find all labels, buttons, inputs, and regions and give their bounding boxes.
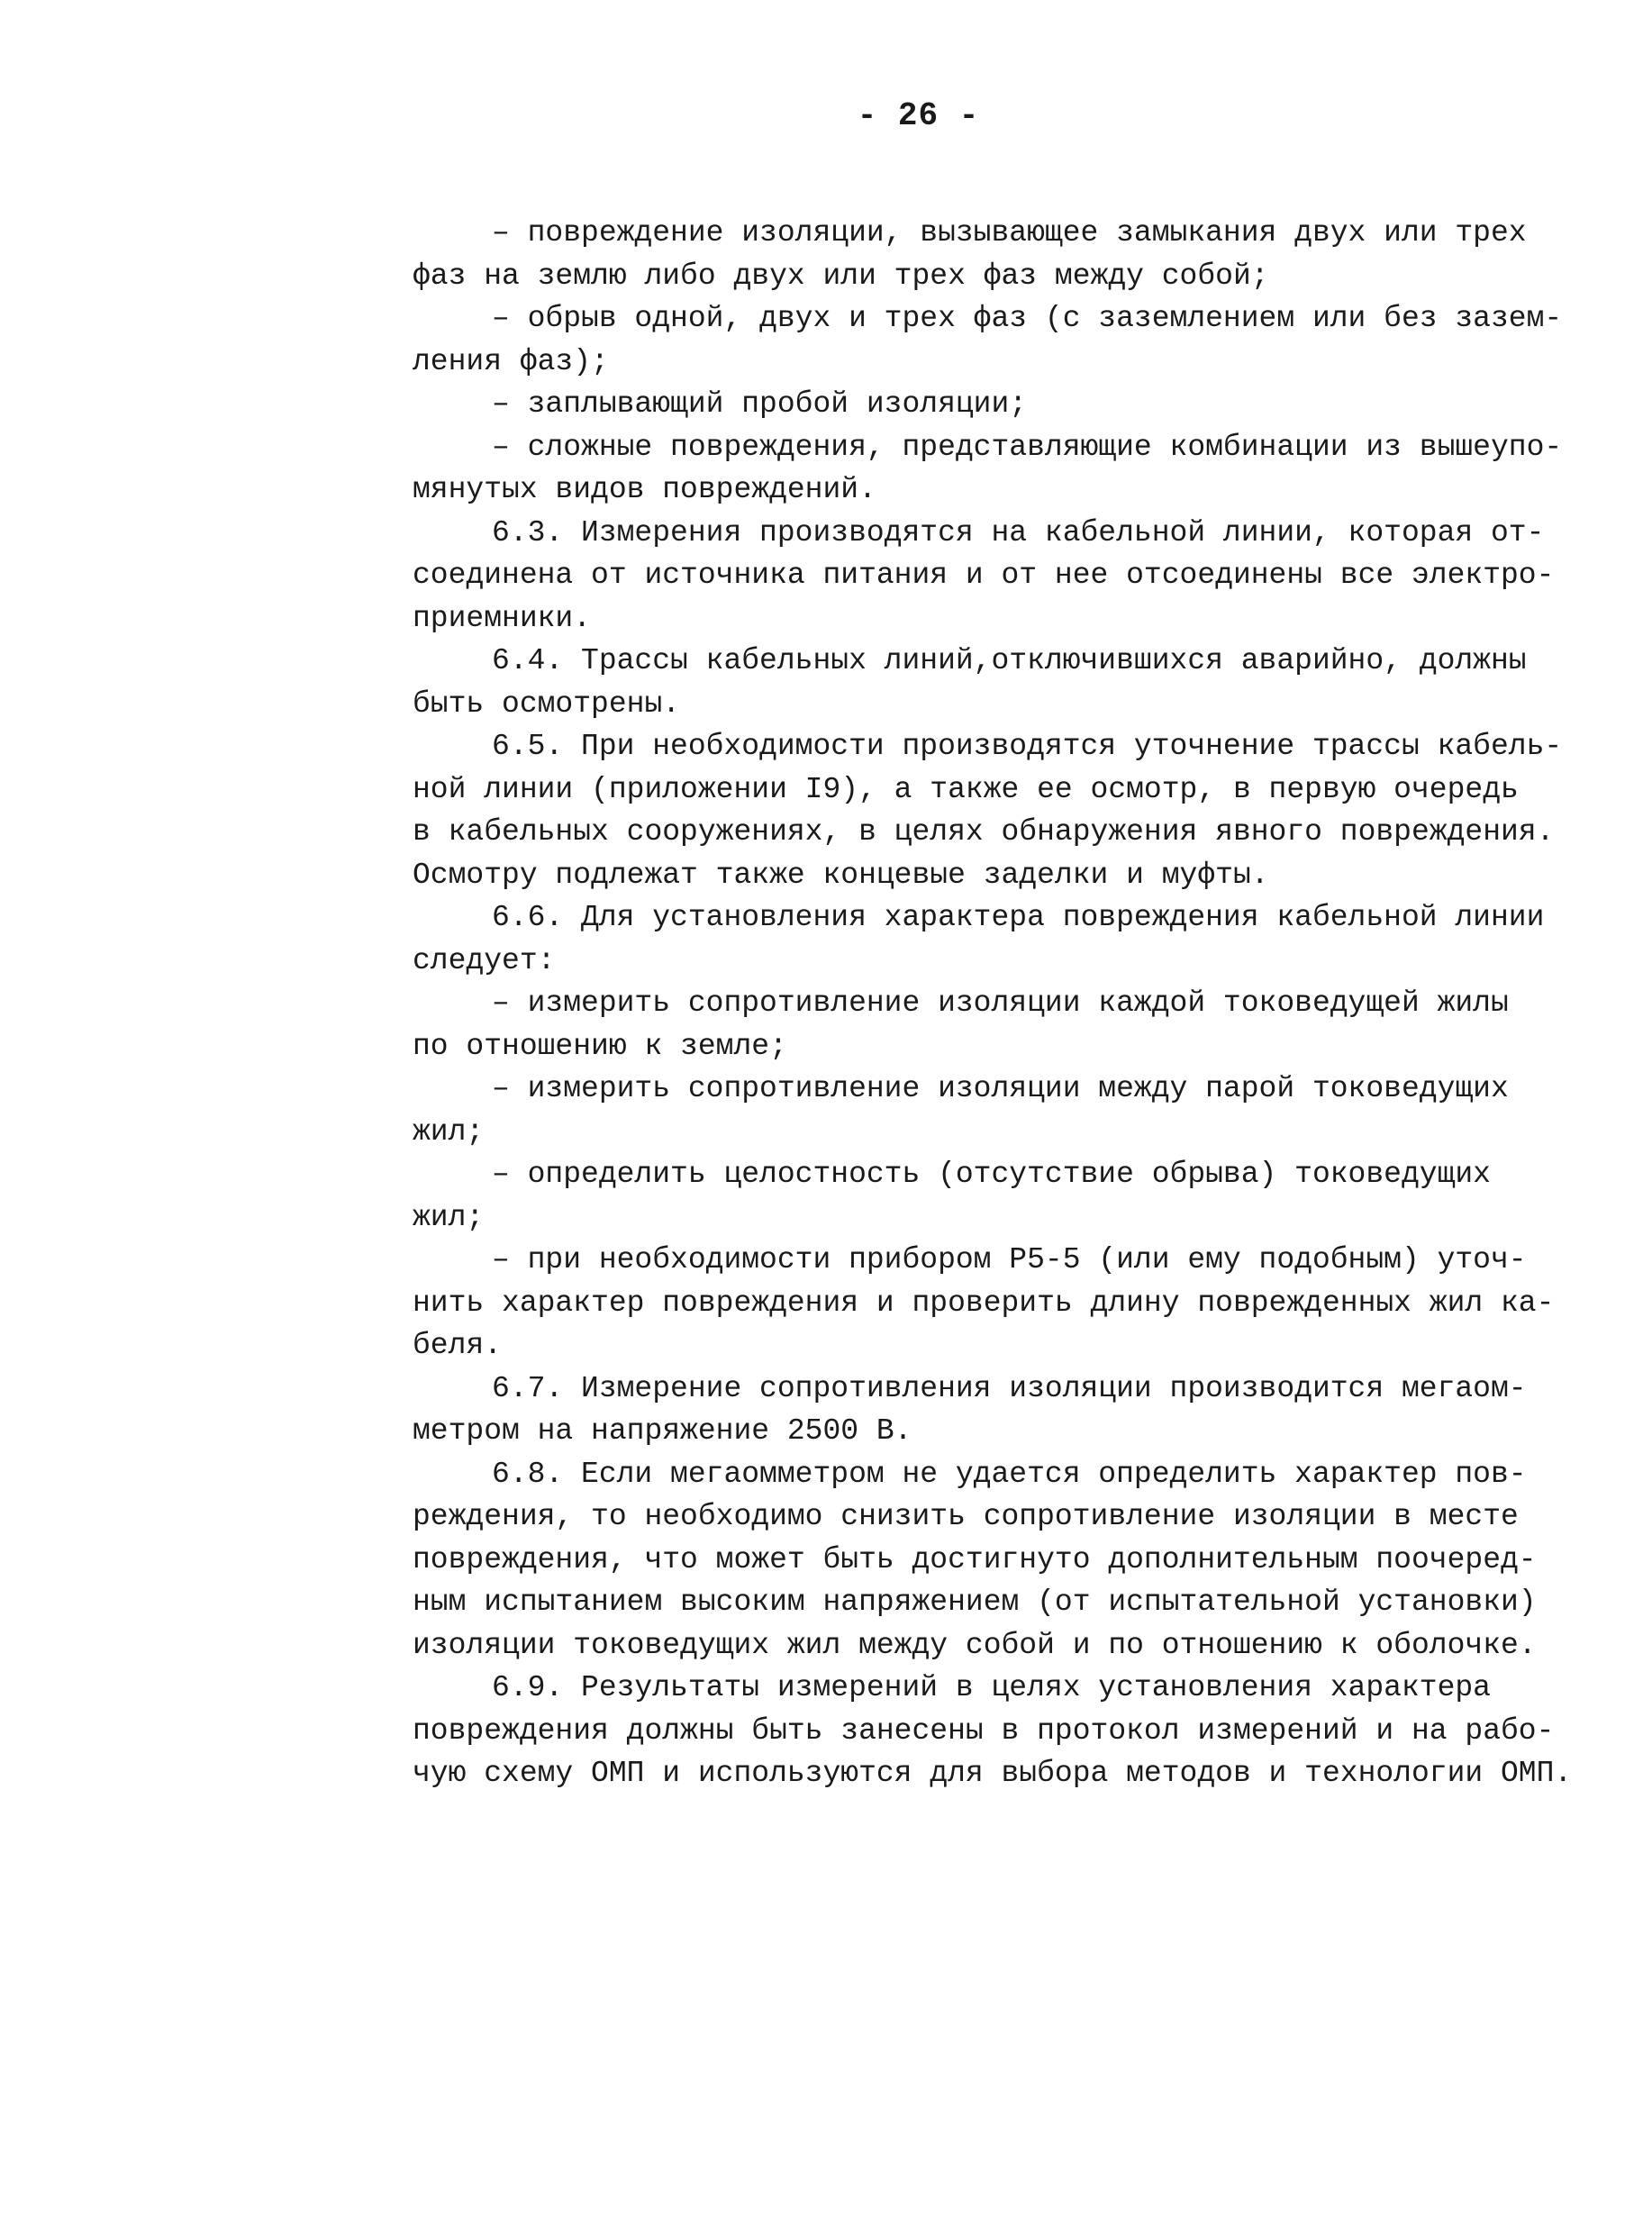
text-line: метром на напряжение 2500 В. xyxy=(413,1414,912,1448)
text-line: 6.6. Для установления характера повреждения кабельной линии xyxy=(492,901,1545,934)
text-line: ным испытанием высоким напряжением (от испытательной установки) xyxy=(413,1585,1537,1619)
text-line: 6.9. Результаты измерений в целях установления характера xyxy=(492,1671,1491,1704)
text-line: 6.8. Если мегаомметром не удается определить характер пов- xyxy=(492,1457,1527,1491)
text-line: мянутых видов повреждений. xyxy=(413,473,876,506)
text-line: Осмотру подлежат также концевые заделки и муфты. xyxy=(413,858,1269,892)
text-line: беля. xyxy=(413,1329,503,1362)
text-line: жил; xyxy=(413,1114,485,1149)
text-line: 6.3. Измерения производятся на кабельной линии, которая от- xyxy=(492,515,1545,550)
text-line: фаз на землю либо двух или трех фаз между собой; xyxy=(413,259,1269,293)
text-line: нить характер повреждения и проверить длину поврежденных жил ка- xyxy=(413,1286,1555,1320)
text-line: 6.5. При необходимости производятся уточнение трассы кабель- xyxy=(492,730,1563,763)
text-line: ной линии (приложении I9), а также ее осмотр, в первую очередь xyxy=(413,772,1519,806)
text-line: следует: xyxy=(413,943,556,977)
text-line: – повреждение изоляции, вызывающее замыкания двух или трех xyxy=(492,216,1527,250)
page-number: - 26 - xyxy=(857,97,980,134)
text-line: быть осмотрены. xyxy=(413,686,681,721)
text-line: жил; xyxy=(413,1200,485,1234)
text-line: – измерить сопротивление изоляции каждой токоведущей жилы xyxy=(492,986,1509,1020)
text-line: 6.7. Измерение сопротивления изоляции производится мегаом- xyxy=(492,1371,1527,1405)
text-line: повреждения должны быть занесены в протокол измерений и на рабо- xyxy=(413,1713,1555,1748)
text-line: – при необходимости прибором Р5-5 (или ему подобным) уточ- xyxy=(492,1243,1527,1276)
text-line: – сложные повреждения, представляющие комбинации из вышеупо- xyxy=(492,430,1563,464)
text-line: соединена от источника питания и от нее отсоединены все электро- xyxy=(413,559,1555,592)
text-line: реждения, то необходимо снизить сопротивление изоляции в месте xyxy=(413,1500,1519,1533)
text-line: – обрыв одной, двух и трех фаз (с заземлением или без зазем- xyxy=(492,302,1563,335)
text-line: 6.4. Трассы кабельных линий,отключившихся аварийно, должны xyxy=(492,644,1527,677)
text-line: повреждения, что может быть достигнуто дополнительным поочеред- xyxy=(413,1542,1537,1576)
text-line: изоляции токоведущих жил между собой и по отношению к оболочке. xyxy=(413,1628,1537,1662)
text-line: – заплывающий пробой изоляции; xyxy=(492,387,1028,421)
text-line: в кабельных сооружениях, в целях обнаружения явного повреждения. xyxy=(413,815,1555,849)
text-line: – измерить сопротивление изоляции между парой токоведущих xyxy=(492,1072,1509,1105)
text-line: по отношению к земле; xyxy=(413,1029,787,1063)
body-text xyxy=(413,212,1573,1795)
text-line: ления фаз); xyxy=(413,344,609,378)
text-line: чую схему ОМП и используются для выбора методов и технологии ОМП. xyxy=(413,1757,1573,1790)
text-line: приемники. xyxy=(413,601,592,635)
text-line: – определить целостность (отсутствие обрыва) токоведущих xyxy=(492,1158,1491,1191)
